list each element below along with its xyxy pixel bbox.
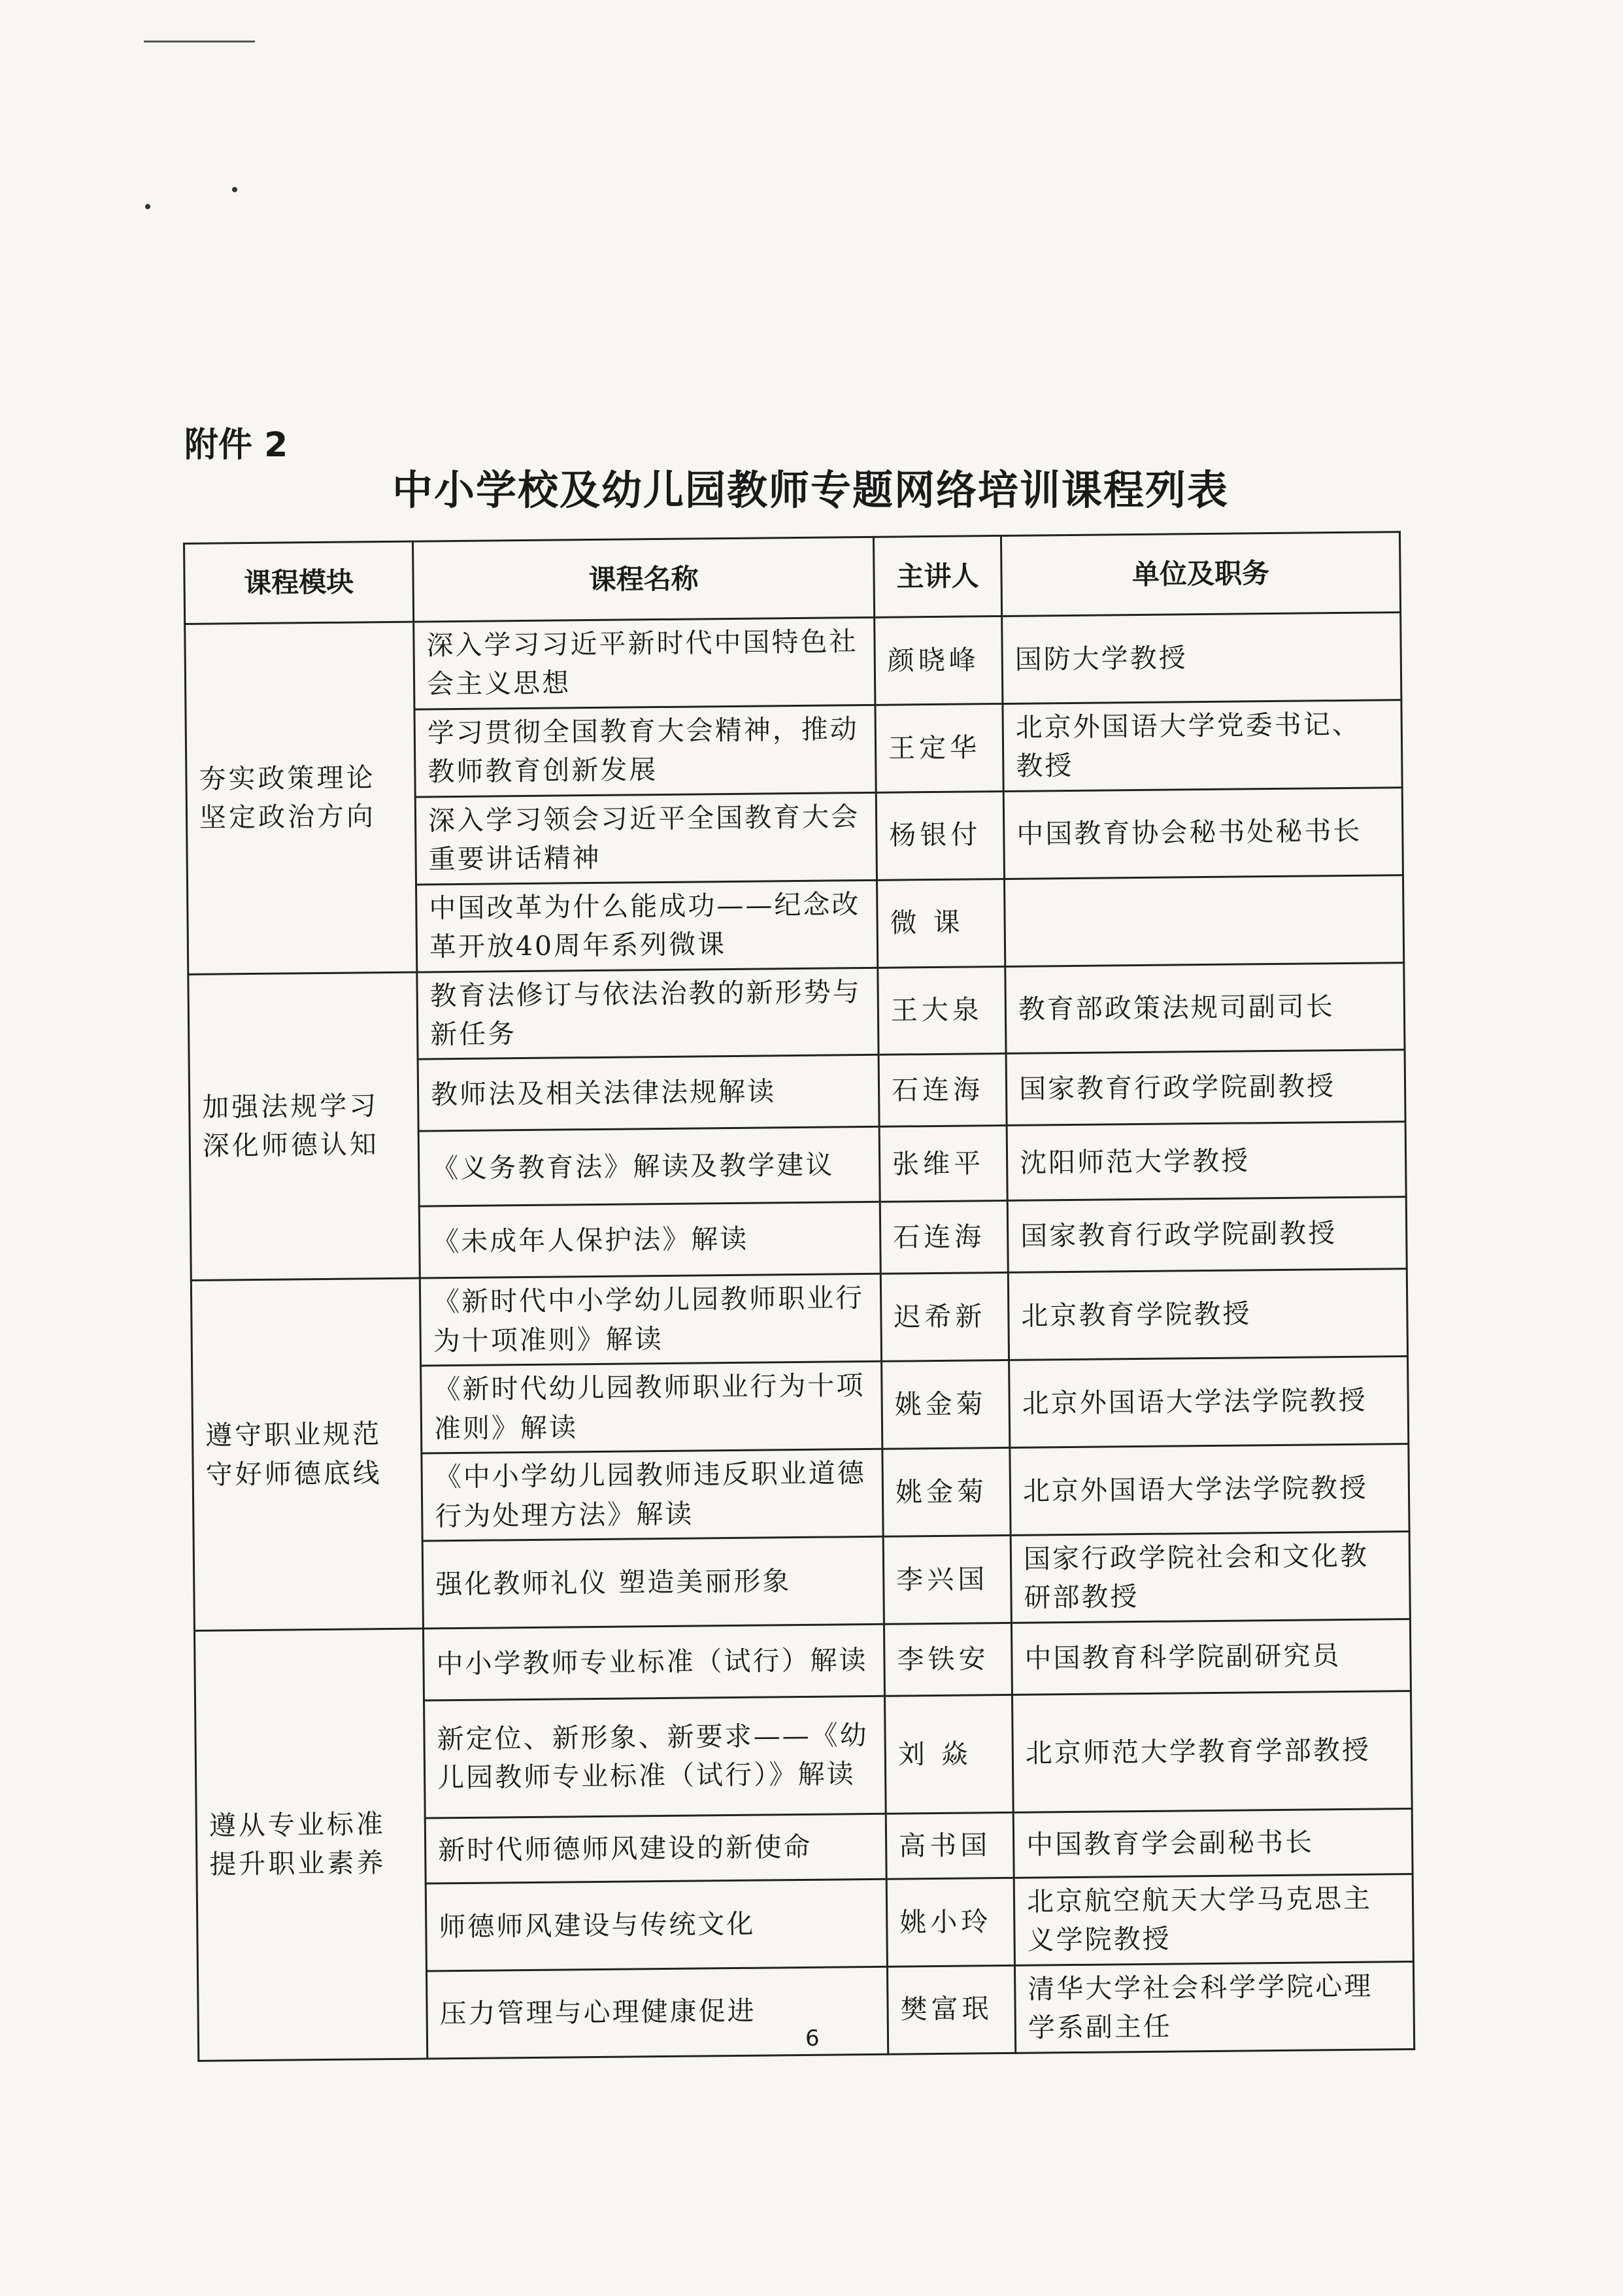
course-table — [183, 531, 1415, 2061]
position-cell: 北京外国语大学法学院教授 — [1010, 1444, 1409, 1536]
lecturer-cell: 张维平 — [879, 1126, 1007, 1202]
lecturer-cell: 王定华 — [875, 703, 1003, 792]
position-cell: 国家行政学院社会和文化教研部教授 — [1011, 1532, 1410, 1623]
header-lecturer: 主讲人 — [873, 535, 1001, 617]
lecturer-cell: 杨银付 — [876, 791, 1004, 880]
course-name-cell: 《中小学幼儿园教师违反职业道德行为处理方法》解读 — [422, 1449, 883, 1541]
course-name-cell: 《新时代幼儿园教师职业行为十项准则》解读 — [421, 1362, 882, 1454]
scan-artifact-dot — [145, 204, 150, 209]
lecturer-cell: 微 课 — [877, 879, 1005, 968]
module-cell: 遵从专业标准提升职业素养 — [194, 1629, 427, 2061]
lecturer-cell: 高书国 — [886, 1812, 1014, 1879]
course-name-cell: 新时代师德师风建设的新使命 — [425, 1814, 886, 1883]
lecturer-cell: 石连海 — [878, 1054, 1007, 1127]
position-cell: 北京外国语大学党委书记、教授 — [1003, 700, 1402, 791]
module-cell: 遵守职业规范守好师德底线 — [191, 1278, 423, 1630]
position-cell: 中国教育科学院副研究员 — [1011, 1619, 1411, 1695]
lecturer-cell: 迟希新 — [880, 1273, 1009, 1362]
position-cell: 沈阳师范大学教授 — [1007, 1122, 1406, 1201]
module-cell: 夯实政策理论坚定政治方向 — [185, 622, 417, 974]
table-header-row — [184, 532, 1401, 624]
table-row — [191, 1269, 1407, 1368]
lecturer-cell: 姚小玲 — [886, 1878, 1014, 1967]
lecturer-cell: 姚金菊 — [882, 1448, 1011, 1537]
course-name-cell: 师德师风建设与传统文化 — [426, 1879, 887, 1971]
position-cell: 中国教育协会秘书处秘书长 — [1003, 787, 1403, 879]
table-row — [188, 962, 1405, 1062]
position-cell — [1004, 875, 1403, 966]
table-row — [185, 613, 1401, 712]
header-module: 课程模块 — [184, 541, 414, 624]
position-cell: 北京航空航天大学马克思主义学院教授 — [1014, 1874, 1413, 1965]
header-course: 课程名称 — [412, 537, 874, 622]
annex-label: 附件 2 — [184, 426, 288, 465]
course-name-cell: 新定位、新形象、新要求——《幼儿园教师专业标准（试行）》解读 — [424, 1696, 886, 1818]
lecturer-cell: 刘 焱 — [884, 1695, 1013, 1814]
position-cell: 教育部政策法规司副司长 — [1005, 962, 1405, 1054]
position-cell: 国家教育行政学院副教授 — [1007, 1197, 1407, 1273]
course-name-cell: 强化教师礼仪 塑造美丽形象 — [422, 1536, 884, 1629]
position-cell: 北京师范大学教育学部教授 — [1012, 1691, 1412, 1812]
course-name-cell: 教育法修订与依法治教的新形势与新任务 — [417, 968, 878, 1060]
table-row — [194, 1619, 1411, 1702]
document-title: 中小学校及幼儿园教师专题网络培训课程列表 — [392, 466, 1230, 514]
course-name-cell: 中国改革为什么能成功——纪念改革开放40周年系列微课 — [416, 880, 878, 972]
course-name-cell: 学习贯彻全国教育大会精神，推动教师教育创新发展 — [414, 705, 876, 797]
position-cell: 北京教育学院教授 — [1008, 1269, 1407, 1360]
position-cell: 国防大学教授 — [1002, 613, 1401, 704]
course-name-cell: 《未成年人保护法》解读 — [419, 1202, 880, 1279]
course-name-cell: 深入学习习近平新时代中国特色社会主义思想 — [414, 617, 875, 709]
position-cell: 中国教育学会副秘书长 — [1013, 1808, 1413, 1878]
position-cell: 清华大学社会科学学院心理学系副主任 — [1014, 1961, 1414, 2053]
page-number: 6 — [805, 2025, 820, 2051]
table-body — [185, 613, 1414, 2061]
lecturer-cell: 石连海 — [880, 1201, 1008, 1274]
scan-artifact-dot — [232, 187, 237, 192]
lecturer-cell: 颜晓峰 — [875, 616, 1003, 705]
course-name-cell: 深入学习领会习近平全国教育大会重要讲话精神 — [415, 792, 877, 885]
course-name-cell: 压力管理与心理健康促进 — [426, 1967, 888, 2059]
course-name-cell: 《义务教育法》解读及教学建议 — [418, 1127, 880, 1207]
lecturer-cell: 李铁安 — [884, 1623, 1012, 1696]
position-cell: 北京外国语大学法学院教授 — [1009, 1357, 1409, 1448]
lecturer-cell: 樊富珉 — [887, 1965, 1015, 2054]
course-name-cell: 《新时代中小学幼儿园教师职业行为十项准则》解读 — [420, 1274, 881, 1366]
scan-artifact-line — [144, 41, 255, 42]
course-name-cell: 教师法及相关法律法规解读 — [418, 1055, 879, 1132]
course-name-cell: 中小学教师专业标准（试行）解读 — [423, 1624, 884, 1700]
header-position: 单位及职务 — [1001, 532, 1400, 616]
module-cell: 加强法规学习深化师德认知 — [188, 972, 420, 1281]
lecturer-cell: 王大泉 — [878, 966, 1006, 1055]
lecturer-cell: 姚金菊 — [882, 1360, 1010, 1449]
lecturer-cell: 李兴国 — [883, 1535, 1011, 1624]
position-cell: 国家教育行政学院副教授 — [1006, 1050, 1405, 1126]
